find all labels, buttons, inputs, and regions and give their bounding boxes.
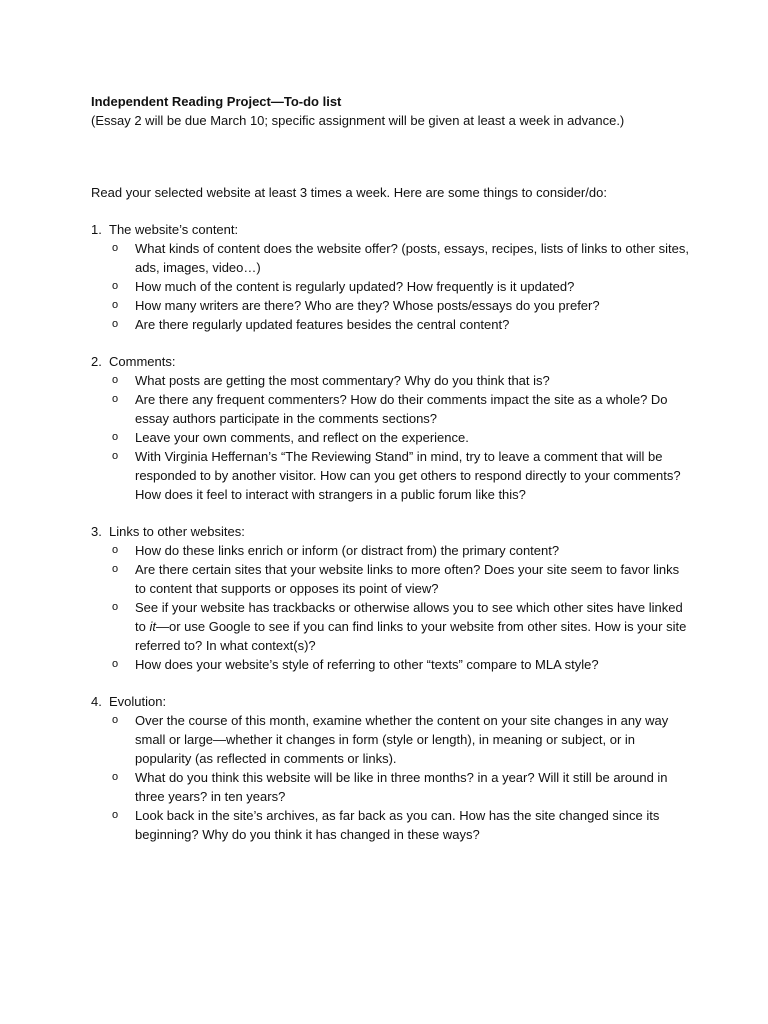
bullet-icon: o [112,280,119,292]
section-comments [91,352,691,504]
list-item-text: Are there any frequent commenters? How do their comments impact the site as a whole? Do essay authors participate in the comments sections? [135,392,668,426]
list-item [91,296,691,315]
section-heading [91,522,691,541]
list-item [91,655,691,674]
document-page [91,92,691,844]
section-title: The website’s content: [109,222,239,237]
section-heading [91,220,691,239]
list-item [91,239,691,277]
bullet-list [91,711,691,844]
bullet-icon: o [112,658,119,670]
section-number: 3. [91,524,102,539]
list-item-text: How do these links enrich or inform (or distract from) the primary content? [135,543,560,558]
section-number: 4. [91,694,102,709]
list-item-text: With Virginia Heffernan’s “The Reviewing Stand” in mind, try to leave a comment that will be responded to by another visitor. How can you get others to respond directly to your comments? How does it feel to interact with strangers in a public forum like this? [135,449,681,502]
bullet-icon: o [112,242,119,254]
list-item-text: How much of the content is regularly updated? How frequently is it updated? [135,279,575,294]
bullet-list [91,371,691,504]
section-title: Evolution: [109,694,167,709]
list-item-text: What kinds of content does the website offer? (posts, essays, recipes, lists of links to other sites, ads, images, video…) [135,241,689,275]
list-item [91,560,691,598]
bullet-icon: o [112,714,119,726]
section-heading [91,692,691,711]
list-item [91,390,691,428]
bullet-list [91,541,691,674]
section-heading [91,352,691,371]
bullet-icon: o [112,299,119,311]
section-number: 1. [91,222,102,237]
section-title: Comments: [109,354,176,369]
bullet-icon: o [112,809,119,821]
bullet-icon: o [112,431,119,443]
bullet-icon: o [112,393,119,405]
list-item-text-after: —or use Google to see if you can find links to your website from other sites. How is your site referred to? In what context(s)? [135,619,687,653]
list-item-text: Are there regularly updated features besides the central content? [135,317,510,332]
bullet-icon: o [112,771,119,783]
document-subtitle: (Essay 2 will be due March 10; specific assignment will be given at least a week in advance.) [91,113,625,128]
list-item-text: What posts are getting the most commentary? Why do you think that is? [135,373,550,388]
list-item [91,428,691,447]
list-item-text: Are there certain sites that your website links to more often? Does your site seem to favor links to content that supports or opposes its point of view? [135,562,680,596]
list-item [91,768,691,806]
list-item [91,315,691,334]
section-evolution [91,692,691,844]
list-item [91,541,691,560]
list-item-text: What do you think this website will be like in three months? in a year? Will it still be around in three years? in ten years? [135,770,668,804]
list-item [91,277,691,296]
list-item-text: Leave your own comments, and reflect on the experience. [135,430,469,445]
list-item-text: How many writers are there? Who are they? Whose posts/essays do you prefer? [135,298,600,313]
section-number: 2. [91,354,102,369]
bullet-list [91,239,691,334]
bullet-icon: o [112,374,119,386]
list-item-text: How does your website’s style of referring to other “texts” compare to MLA style? [135,657,599,672]
bullet-icon: o [112,450,119,462]
list-item [91,806,691,844]
list-item-text: Look back in the site’s archives, as far back as you can. How has the site changed since its beginning? Why do you think it has changed in these ways? [135,808,660,842]
list-item [91,711,691,768]
section-content [91,220,691,334]
intro-paragraph: Read your selected website at least 3 times a week. Here are some things to consider/do: [91,185,607,200]
bullet-icon: o [112,601,119,613]
list-item [91,598,691,655]
list-item-emphasis: it [149,619,156,634]
section-title: Links to other websites: [109,524,245,539]
bullet-icon: o [112,318,119,330]
bullet-icon: o [112,544,119,556]
list-item-text-before: See if your website has trackbacks or otherwise allows you to see which other sites have linked to [135,600,683,634]
document-title: Independent Reading Project—To-do list [91,94,342,109]
bullet-icon: o [112,563,119,575]
list-item [91,371,691,390]
list-item [91,447,691,504]
section-links [91,522,691,674]
list-item-text: Over the course of this month, examine whether the content on your site changes in any way small or large—whether it changes in form (style or length), in meaning or subject, or in popularity (as reflected in comments or links). [135,713,669,766]
